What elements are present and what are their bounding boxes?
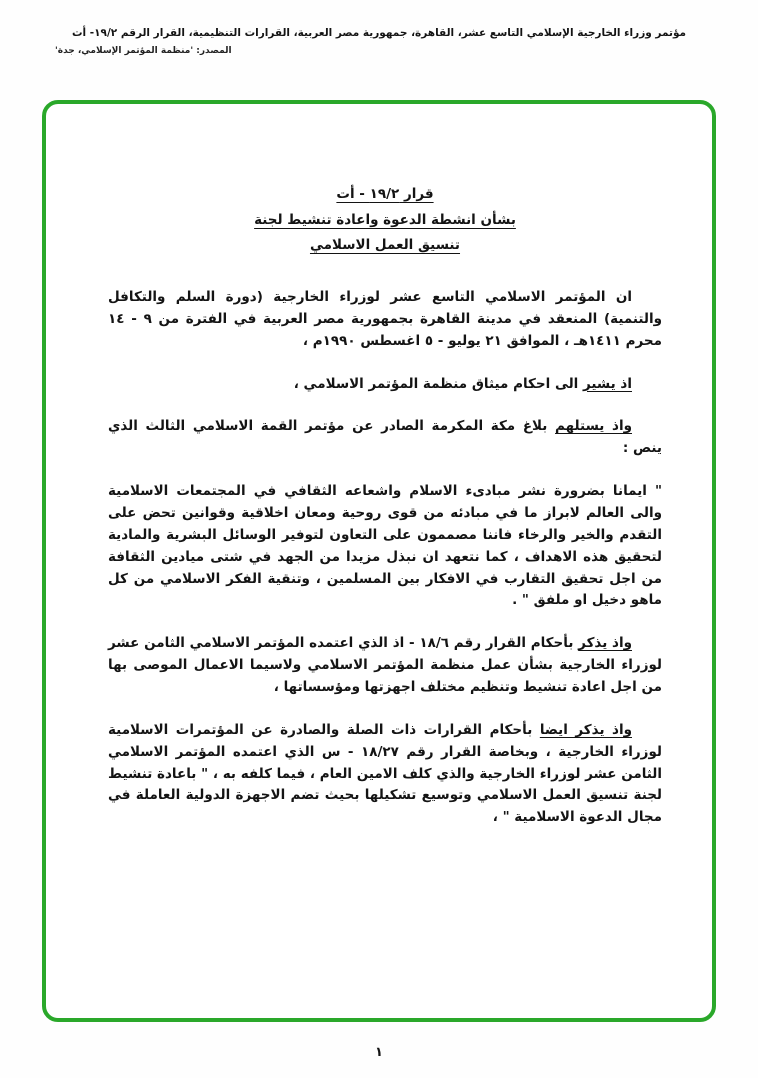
paragraph-lead: واذ يذكر [578, 635, 632, 652]
paragraph-recalls-also [108, 720, 662, 829]
header-citation-line: مؤتمر وزراء الخارجية الإسلامي التاسع عشر، القاهرة، جمهورية مصر العربية، القرارات التنظيمية، القرار الرقم ١٩/٢- أت [71, 27, 687, 39]
paragraph-text: الى احكام ميثاق منظمة المؤتمر الاسلامي ، [293, 375, 579, 392]
header-source-line: المصدر: 'منظمة المؤتمر الإسلامي، جدة' [55, 46, 232, 56]
paragraph-text: بأحكام القرارات ذات الصلة والصادرة عن المؤتمرات الاسلامية لوزراء الخارجية ، وبخاصة القرار رقم ١٨/٢٧ - س الذي اعتمده المؤتمر الاسلامي الثامن عشر لوزراء الخارجية والذي كلف الامين العام ، فيما كلفه به ، " باعادة تنشيط لجنة تنسيق العمل الاسلامي وتوسيع تشكيلها بحيث تضم الاجهزة الدولية العاملة في مجال الدعوة الاسلامية " ، [108, 721, 662, 826]
title-resolution-number: قرار ١٩/٢ - أت [336, 186, 434, 202]
page-footer [0, 1045, 758, 1060]
document-body [46, 104, 712, 829]
paragraph-text: بلاغ مكة المكرمة الصادر عن مؤتمر القمة الاسلامي الثالث الذي ينص : [108, 418, 662, 457]
paragraph-text: ان المؤتمر الاسلامي التاسع عشر لوزراء الخارجية (دورة السلم والتكافل والتنمية) المنعقد في مدينة القاهرة بجمهورية مصر العربية في الفترة من ٩ - ١٤ محرم ١٤١١هـ ، الموافق ٢١ يوليو - ٥ اغسطس ١٩٩٠م ، [108, 288, 662, 349]
paragraph-refers [108, 374, 662, 396]
paragraph-quote [108, 481, 662, 612]
paragraph-text: " ايمانا بضرورة نشر مبادىء الاسلام واشعاعه الثقافي في المجتمعات الاسلامية والى العالم لابراز ما في مبادئه من قوى روحية ومعان اخلاقية وقوانين تحض على التقدم والخير والرخاء فاننا مصممون على التعاون لتوفير الوسائل البشرية والمادية لتحقيق هذه الاهداف ، كما نتعهد ان نبذل مزيدا من الجهد في شتى ميادين الثقافة من اجل تحقيق التقارب في الافكار بين المسلمين ، وتنقية الفكر الاسلامي من كل ماهو دخيل او ملفق " . [108, 483, 662, 609]
document-border [42, 100, 716, 1022]
paragraph-preamble [108, 287, 662, 353]
paragraph-lead: واذ يستلهم [555, 418, 632, 435]
title-subject-line1: بشأن انشطة الدعوة واعادة تنشيط لجنة [254, 211, 516, 228]
paragraph-lead: اذ يشير [583, 375, 632, 392]
document-title [108, 182, 662, 259]
paragraph-recalls [108, 633, 662, 699]
page-number: ١ [375, 1045, 383, 1060]
paragraph-lead: واذ يذكر ايضا [539, 721, 632, 738]
paragraph-text: بأحكام القرار رقم ١٨/٦ - اذ الذي اعتمده المؤتمر الاسلامي الثامن عشر لوزراء الخارجية بشأن عمل منظمة المؤتمر الاسلامي ولاسيما الاعمال الموصى بها من اجل اعادة تنشيط وتنظيم مختلف اجهزتها ومؤسساتها ، [108, 635, 662, 695]
page-header [0, 0, 758, 56]
title-subject-line2: تنسيق العمل الاسلامي [309, 237, 461, 254]
paragraph-inspired [108, 416, 662, 460]
